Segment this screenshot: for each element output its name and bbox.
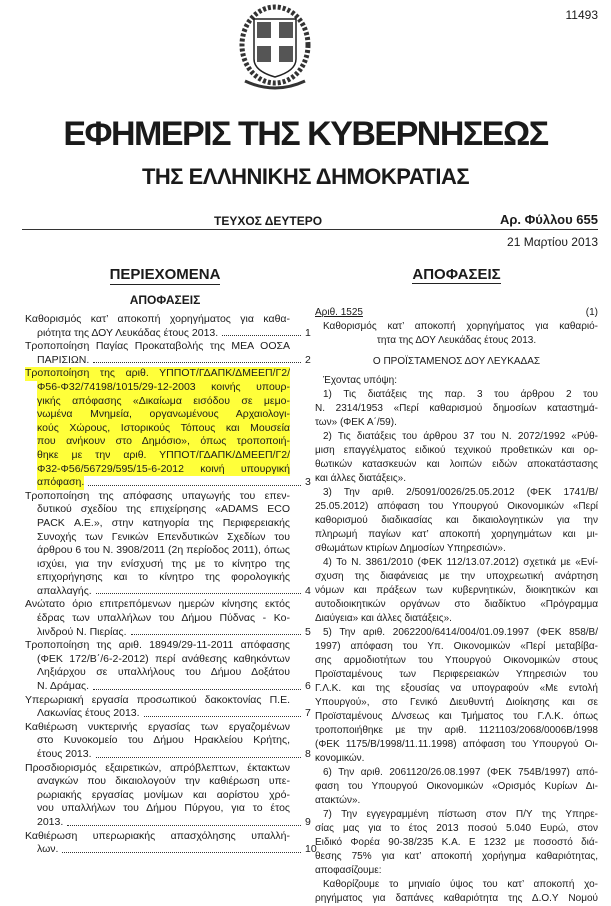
toc-entry-text: ριότητα της ΔΟΥ Λευκάδας έτους 2013.	[37, 326, 219, 339]
toc-entry-text: 2013.	[37, 815, 64, 828]
toc-entry-line: (ΦΕΚ 172/Β΄/6-2-2012) περί ανάθεσης καθηκόντων	[37, 652, 290, 665]
toc-entry-line: Προσδιορισμός εξαιρετικών, απρόβλεπτων, έκτακτων	[25, 761, 290, 774]
toc-entry-line: Τροποποίηση της απόφασης υπαγωγής του επεν-	[25, 489, 290, 502]
toc-entry-line: Τροποποίηση της αριθ. 18949/29-11-2011 απόφασης	[25, 639, 290, 652]
toc-entry-text: απόφαση.	[37, 476, 85, 489]
toc-entry[interactable]	[25, 313, 311, 340]
paragraph-line: Υπουργού», στο Γενικό Διευθυντή Διοίκησης και σε	[315, 697, 598, 708]
toc-entry-line: γικής απόφασης «Δικαίωμα εισόδου σε μεμο-	[37, 394, 290, 407]
decision-paragraph	[315, 878, 598, 906]
decision-title	[315, 320, 598, 348]
decision-body	[315, 306, 598, 906]
toc-entry-last-line	[37, 843, 319, 857]
toc-entry-line: Τροποποίηση της αριθ. ΥΠΠΟΤ/ΓΔΑΠΚ/ΔΜΕΕΠ/Γ2/	[25, 367, 290, 380]
toc-entry[interactable]	[25, 340, 311, 367]
decision-title-line: Καθορισμός κατ’ αποκοπή χορηγήματος για καθαριό-	[323, 321, 598, 332]
toc-page-number: 3	[305, 476, 311, 489]
dot-leader	[144, 707, 301, 717]
toc-entry-line: στο Κυνοκομείο του Δήμου Ηρακλείου Κρήτης,	[37, 734, 290, 747]
decision-paragraph	[315, 374, 598, 388]
toc-page-number: 6	[305, 680, 311, 693]
paragraph-line: Έχοντας υπόψη:	[323, 375, 397, 386]
toc-entry-last-line	[37, 816, 319, 830]
toc-entry-line: Καθιέρωση νυκτερινής εργασίας των εργαζομένων	[25, 720, 290, 733]
decisions-heading-text: ΑΠΟΦΑΣΕΙΣ	[412, 266, 501, 283]
toc-entry-line: έδρας των υπαλλήλων του Δήμου Πύδνας - Κο-	[37, 612, 290, 625]
paragraph-line: 5) Την αριθ. 2062200/6414/004/01.09.1997 (ΦΕΚ 858/Β/	[323, 627, 598, 638]
gazette-subtitle: ΤΗΣ ΕΛΛΗΝΙΚΗΣ ΔΗΜΟΚΡΑΤΙΑΣ	[141, 164, 470, 189]
paragraph-line: σθωμάτων κτιρίων Δημοσίων Υπηρεσιών».	[315, 543, 506, 554]
toc-entry[interactable]	[25, 367, 311, 489]
toc-entry-line: θηκε με την αριθ. ΥΠΠΟΤ/ΓΔΑΠΚ/ΔΜΕΕΠ/Γ2/	[37, 448, 290, 461]
toc-entry-line: PACK Α.Ε.», στην κατηγορία της Περιφερειακής	[37, 516, 290, 529]
toc-entry[interactable]	[25, 720, 311, 762]
paragraph-line: μιση επαγγέλματος ειδικού τεχνικού προθετικών και ορ-	[315, 445, 598, 456]
toc-entry[interactable]	[25, 489, 311, 599]
toc-entry-last-line	[37, 354, 319, 368]
dot-leader	[67, 816, 301, 826]
toc-entry-line: Συνοχής των Γενικών Επενδυτικών Σχεδίων του	[37, 530, 290, 543]
toc-entry-line: νωμένα Μνημεία, οργανωμένους Αρχαιολογι-	[37, 408, 290, 421]
paragraph-line: ατακτών».	[315, 795, 361, 806]
coat-of-arms-emblem	[235, 3, 315, 91]
toc-entry-line: επιχορήγησης και το κίνητρο της φορολογικής	[37, 571, 290, 584]
paragraph-line: και άλλες διατάξεις».	[315, 473, 406, 484]
paragraph-line: θωτικών κατασκευών και λοιπών ειδών αποκατάστασης	[315, 459, 598, 470]
paragraph-line: πληρωμή παγίων κατ’ αποκοπή χορηγημάτων και μι-	[315, 529, 598, 540]
toc-entry-line: άρθρου 6 του Ν. 3908/2011 (2η περίοδος 2011), όπως	[37, 544, 290, 557]
toc-entry-last-line	[37, 327, 319, 341]
toc-entry-text: έτους 2013.	[37, 748, 92, 760]
toc-entry[interactable]	[25, 598, 311, 639]
paragraph-line: Ν. 2314/1953 «Περί καθαρισμού δημοσίων καταστημά-	[315, 403, 598, 414]
toc-entry-line: Ανώτατο όριο επιτρεπόμενων ημερών κίνησης εκτός	[25, 598, 290, 611]
decision-paragraph	[315, 430, 598, 486]
toc-entry-line: Καθιέρωση υπερωριακής απασχόλησης υπαλλή-	[25, 829, 290, 842]
toc-entry-last-line	[37, 626, 319, 640]
toc-page-number: 5	[305, 625, 311, 638]
decision-paragraph	[315, 486, 598, 556]
paragraph-line: 7) Την εγγεγραμμένη πίστωση στον Π/Υ της Υπηρε-	[323, 809, 598, 820]
decision-title-line: τητα της ΔΟΥ Λευκάδας έτους 2013.	[376, 335, 537, 346]
toc-entry-line: που ανήκουν στο Δημόσιο», όπως τροποποιή-	[37, 435, 290, 448]
toc-entry-line: Υπερωριακή εργασία προσωπικού δακοκτονίας Π.Ε.	[25, 693, 290, 706]
toc-entry-text: ΠΑΡΙΣΙΩΝ.	[37, 353, 90, 366]
toc-section-heading: ΑΠΟΦΑΣΕΙΣ	[129, 293, 201, 307]
decision-paragraph	[315, 626, 598, 766]
paragraph-line: Ειδικό Φορέα 90-38/235 Κ.Α. Ε 1232 με ποσοστό διά-	[315, 837, 598, 848]
toc-entry-last-line	[37, 748, 319, 762]
dot-leader	[96, 748, 301, 758]
toc-page-number: 2	[305, 353, 311, 366]
paragraph-line: αυτοδιοικητικών οργάνων στο διαδίκτυο «Πρόγραμμα	[315, 599, 598, 610]
header-divider	[22, 229, 598, 230]
toc-entry-text: Ν. Δράμας.	[37, 680, 89, 693]
paragraph-line: νόμων και πράξεων των κυβερνητικών, διοικητικών και	[315, 585, 598, 596]
paragraph-line: Διαύγεια» και άλλες διατάξεις».	[315, 613, 452, 624]
paragraph-line: 3) Την αριθ. 2/5091/0026/25.05.2012 (ΦΕΚ 1741/Β/	[323, 487, 598, 498]
dot-leader	[88, 476, 301, 486]
paragraph-line: 1) Τις διατάξεις της παρ. 3 του άρθρου 2 του	[323, 389, 598, 400]
issue-date: 21 Μαρτίου 2013	[507, 235, 598, 249]
table-of-contents	[25, 313, 317, 857]
toc-entry-last-line	[37, 585, 319, 599]
paragraph-line: (ΦΕΚ 1175/Β/1998/11.11.1998) απόφαση του Υπουργού Οι-	[315, 739, 598, 750]
toc-entry-line: ρωριακής εργασίας μονίμων και αορίστου χρό-	[37, 788, 290, 801]
toc-entry-line: αναγκών που δικαιολογούν την καθιέρωση υπε-	[37, 775, 290, 788]
decision-paragraph	[315, 556, 598, 626]
toc-entry-last-line	[37, 707, 319, 721]
paragraph-line: καθορισμού διαδικασίας και δικαιολογητικών για την	[315, 515, 598, 526]
decision-index: (1)	[585, 307, 598, 318]
toc-entry-text: απαλλαγής.	[37, 584, 92, 597]
paragraph-line: 4) Το Ν. 3861/2010 (ΦΕΚ 112/13.07.2012) σχετικά με «Ενί-	[323, 557, 598, 568]
paragraph-line: αποφασίζουμε:	[315, 865, 382, 876]
toc-entry[interactable]	[25, 829, 317, 857]
paragraph-line: Προϊσταμένους των Περιφερειακών Υπηρεσιών του	[315, 669, 598, 680]
toc-page-number: 10	[305, 843, 317, 856]
toc-entry-line: Καθορισμός κατ’ αποκοπή χορηγήματος για καθα-	[25, 313, 290, 325]
paragraph-line: κονομικών.	[315, 753, 365, 764]
paragraph-line: σης αρμοδιοτήτων του Υπουργού Οικονομικών στους	[315, 655, 598, 666]
paragraph-line: ρηγήματος για δαπάνες καθαριότητα της Δ.Ο.Υ Νομού	[315, 893, 598, 904]
paragraph-line: 2) Τις διατάξεις του άρθρου 37 του Ν. 2072/1992 «Ρύθ-	[323, 431, 598, 442]
toc-heading-text: ΠΕΡΙΕΧΟΜΕΝΑ	[109, 266, 221, 283]
toc-entry-line: ισχύει, για την ενίσχυσή της με το κίνητρο της	[37, 557, 290, 570]
decision-paragraph	[315, 766, 598, 808]
toc-page-number: 8	[305, 748, 311, 760]
dot-leader	[93, 680, 301, 690]
toc-entry[interactable]	[25, 639, 311, 693]
gazette-title: ΕΦΗΜΕΡΙΣ ΤΗΣ ΚΥΒΕΡΝΗΣΕΩΣ	[63, 115, 548, 153]
decision-number: Αριθ. 1525	[315, 307, 363, 318]
toc-entry-line: Φ32-Φ56/56729/595/15-6-2012 κοινή υπουργική	[37, 462, 290, 475]
paragraph-line: 25.05.2012) απόφαση του Υπουργού Οικονομικών «Περί	[315, 501, 598, 512]
paragraph-line: των» (ΦΕΚ Α΄/59).	[315, 417, 397, 428]
decision-number-row	[315, 306, 598, 320]
paragraph-line: θεσης 75% για κατ’ αποκοπή χορήγημα καθαριότητας,	[315, 851, 598, 862]
toc-page-number: 9	[305, 815, 311, 828]
toc-entry-line: νου υπαλλήλων του Δήμου Πύργου, για το έτος	[37, 802, 290, 815]
paragraph-line: φαση του Υπουργού Οικονομικών «Ορισμός Κυρίων Δι-	[315, 781, 598, 792]
toc-entry[interactable]	[25, 761, 311, 830]
toc-heading	[25, 266, 305, 283]
toc-entry-line: κούς Χώρους, Ιστορικούς Τόπους και Μουσεία	[37, 421, 290, 434]
toc-entry[interactable]	[25, 693, 311, 721]
toc-entry-last-line	[37, 476, 319, 490]
paragraph-line: Προϊσταμένους Δ/νσεως και Τμήματος του Γ.Λ.Κ. όπως	[315, 711, 598, 722]
toc-entry-line: Φ56-Φ32/74198/1015/29-12-2003 κοινής υπουρ-	[37, 380, 290, 393]
toc-page-number: 1	[305, 326, 311, 339]
toc-page-number: 4	[305, 584, 311, 597]
paragraph-line: 6) Την αριθ. 2061120/26.08.1997 (ΦΕΚ 754Β/1997) από-	[323, 767, 598, 778]
paragraph-line: Καθορίζουμε το μηνιαίο ύψος του κατ’ αποκοπή χο-	[323, 879, 598, 890]
decision-authority: Ο ΠΡΟΪΣΤΑΜΕΝΟΣ ΔΟΥ ΛΕΥΚΑΔΑΣ	[372, 356, 541, 367]
dot-leader	[131, 626, 301, 636]
toc-entry-line: Ληξιάρχου σε υπαλλήλους του Δήμου Δοξάτου	[37, 666, 290, 679]
page-number: 11493	[565, 8, 598, 22]
toc-entry-last-line	[37, 680, 319, 694]
toc-entry-text: λινδρού Ν. Πιερίας.	[37, 625, 127, 638]
sheet-number: Αρ. Φύλλου 655	[499, 212, 598, 227]
dot-leader	[93, 354, 301, 364]
issue-label: ΤΕΥΧΟΣ ΔΕΥΤΕΡΟ	[214, 214, 323, 228]
dot-leader	[222, 327, 301, 337]
paragraph-line: σχυση της διαφάνειας με την υποχρεωτική ανάρτηση	[315, 571, 598, 582]
dot-leader	[96, 585, 301, 595]
toc-entry-line: δυτικού σχεδίου της επιχείρησης «ADAMS ECO	[37, 503, 290, 516]
decisions-heading	[315, 266, 598, 283]
decision-paragraphs	[315, 374, 598, 906]
paragraph-line: σίας μας για το έτος 2013 ποσού 5.040 Ευρώ, στον	[315, 823, 598, 834]
paragraph-line: τροποποιήθηκε με την αριθ. 1121103/2068/0006Β/1998	[315, 725, 598, 736]
toc-page-number: 7	[305, 707, 311, 720]
paragraph-line: Γ.Λ.Κ. και της εξουσίας να υπογραφούν «Με εντολή	[315, 683, 598, 694]
paragraph-line: 1997) απόφαση του Υπ. Οικονομικών «Περί μεταβίβα-	[315, 641, 598, 652]
toc-entry-line: Τροποποίηση Παγίας Προκαταβολής της ΜΕΑ ΟΟΣΑ	[25, 340, 290, 353]
toc-entry-text: λων.	[37, 843, 59, 856]
decision-paragraph	[315, 808, 598, 878]
decision-paragraph	[315, 388, 598, 430]
dot-leader	[62, 843, 301, 853]
toc-entry-text: Λακωνίας έτους 2013.	[37, 707, 140, 720]
